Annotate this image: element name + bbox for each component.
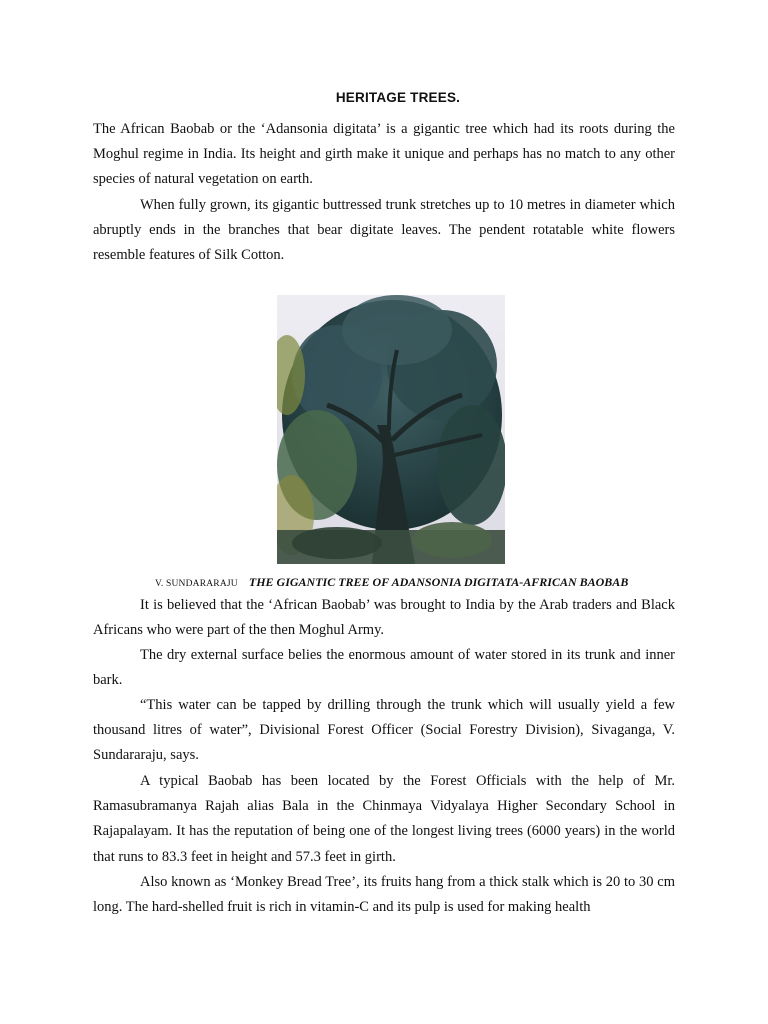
paragraph-origin: It is believed that the ‘African Baobab’ was brought to India by the Arab traders and Black Africans who were part of the then Moghul Army.: [93, 597, 675, 639]
paragraph-growth: When fully grown, its gigantic buttressed trunk stretches up to 10 metres in diameter which abruptly ends in the branches that bear digitate leaves. The pendent rotatable white flowers resemble features of Silk Cotton.: [93, 197, 675, 264]
page-title: HERITAGE TREES.: [335, 90, 461, 105]
paragraph-quote: “This water can be tapped by drilling through the trunk which will usually yield a few thousand litres of water”, Divisional Forest Officer (Social Forestry Division), Sivaganga, V. Sundararaju, says.: [93, 697, 675, 764]
paragraph-intro: The African Baobab or the ‘Adansonia digitata’ is a gigantic tree which had its roots during the Moghul regime in India. Its height and girth make it unique and perhaps has no match to any other species of natural vegetation on earth.: [93, 121, 675, 188]
paragraph-location: A typical Baobab has been located by the Forest Officials with the help of Mr. Ramasubramanya Rajah alias Bala in the Chinmaya Vidyalaya Higher Secondary School in Rajapalayam. It has the reputation of being one of the longest living trees (6000 years) in the world that runs to 83.3 feet in height and 57.3 feet in girth.: [93, 773, 675, 865]
photo-credit: V. SUNDARARAJU: [155, 579, 238, 589]
photo-caption: [155, 575, 715, 590]
paragraph-fruit: Also known as ‘Monkey Bread Tree’, its fruits hang from a thick stalk which is 20 to 30 cm long. The hard-shelled fruit is rich in vitamin-C and its pulp is used for making health: [93, 874, 675, 916]
baobab-tree-photo: [277, 295, 505, 564]
paragraph-water-storage: The dry external surface belies the enormous amount of water stored in its trunk and inner bark.: [93, 647, 675, 689]
photo-caption-title: THE GIGANTIC TREE OF ADANSONIA DIGITATA-AFRICAN BAOBAB: [248, 575, 629, 589]
